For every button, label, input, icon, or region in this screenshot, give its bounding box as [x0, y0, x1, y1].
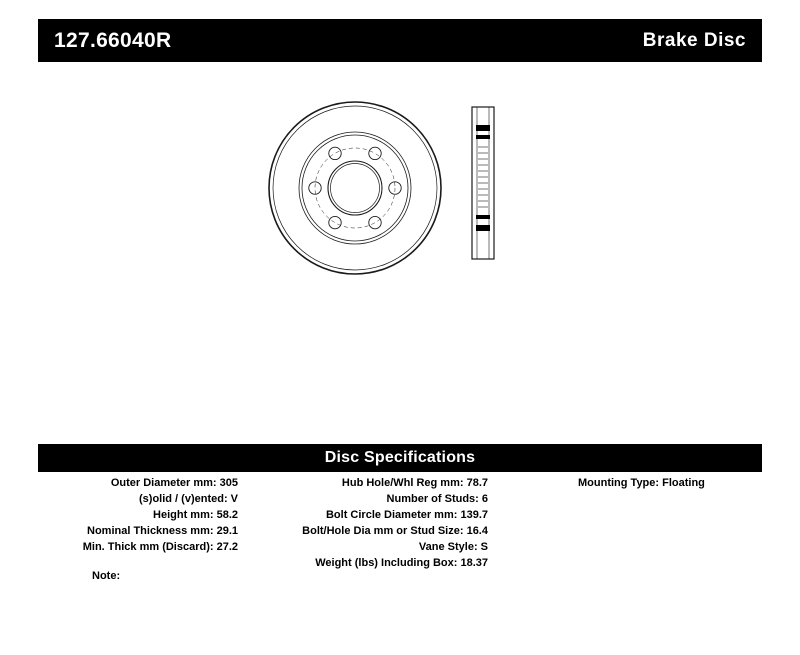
specs-column-right [512, 475, 762, 491]
note-label: Note: [92, 570, 121, 582]
spec-item: Bolt/Hole Dia mm or Stud Size: 16.4 [302, 525, 488, 537]
spec-item: Nominal Thickness mm: 29.1 [87, 525, 238, 537]
rotor-face-view [269, 102, 441, 274]
spec-item: Weight (lbs) Including Box: 18.37 [315, 557, 488, 569]
spec-item: Mounting Type: Floating [578, 477, 705, 489]
rotor-drawing-svg [250, 95, 570, 285]
spec-item: Vane Style: S [418, 541, 488, 553]
spec-item: (s)olid / (v)ented: V [139, 493, 238, 505]
part-number: 127.66040R [54, 29, 172, 52]
specs-column-middle [258, 475, 488, 571]
header-bar [38, 19, 762, 62]
specs-section-header [38, 444, 762, 472]
rotor-edge-section-view [472, 107, 494, 259]
spec-item: Hub Hole/Whl Reg mm: 78.7 [341, 477, 488, 489]
spec-item: Outer Diameter mm: 305 [110, 477, 238, 489]
specs-column-left [38, 475, 238, 555]
specs-section-title: Disc Specifications [324, 449, 476, 466]
spec-item: Bolt Circle Diameter mm: 139.7 [325, 509, 488, 521]
specs-body [38, 475, 762, 595]
spec-item: Number of Studs: 6 [386, 493, 488, 505]
spec-item: Min. Thick mm (Discard): 27.2 [82, 541, 238, 553]
spec-item: Height mm: 58.2 [153, 509, 238, 521]
product-type-label: Brake Disc [642, 30, 746, 51]
technical-drawing [250, 95, 570, 285]
